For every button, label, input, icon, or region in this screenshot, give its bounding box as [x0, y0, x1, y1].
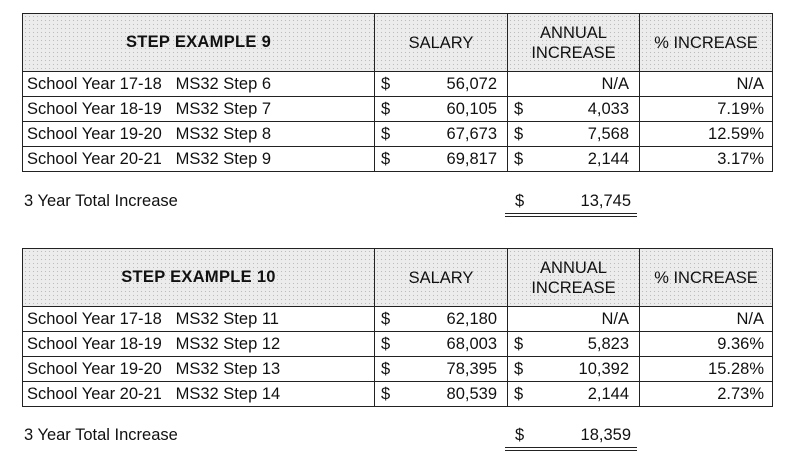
dollar-sign: $	[514, 359, 524, 378]
salary-header: SALARY	[375, 14, 508, 72]
row-label: School Year 18-19 MS32 Step 12	[23, 332, 375, 357]
annual-increase-cell	[508, 357, 640, 382]
annual-header-line2: INCREASE	[531, 278, 616, 297]
table-row	[23, 382, 773, 407]
salary-cell	[375, 357, 508, 382]
row-label: School Year 19-20 MS32 Step 13	[23, 357, 375, 382]
increase-value: N/A	[601, 74, 629, 93]
dollar-sign: $	[515, 426, 525, 444]
dollar-sign: $	[381, 359, 391, 378]
annual-header-line2: INCREASE	[531, 43, 616, 62]
percent-cell: N/A	[640, 307, 773, 332]
total-increase-value	[505, 426, 637, 451]
salary-value: 80,539	[446, 384, 497, 403]
increase-value: 2,144	[587, 149, 629, 168]
salary-cell	[375, 147, 508, 172]
annual-increase-cell	[508, 72, 640, 97]
step-example-10-table	[22, 248, 773, 407]
dollar-sign: $	[381, 74, 391, 93]
annual-increase-cell	[508, 382, 640, 407]
annual-increase-header	[508, 14, 640, 72]
dollar-sign: $	[381, 99, 391, 118]
row-label: School Year 20-21 MS32 Step 9	[23, 147, 375, 172]
total-increase-label: 3 Year Total Increase	[24, 192, 178, 210]
percent-increase-header: % INCREASE	[640, 14, 773, 72]
salary-value: 62,180	[446, 309, 497, 328]
annual-increase-cell	[508, 332, 640, 357]
annual-increase-cell	[508, 147, 640, 172]
row-label: School Year 18-19 MS32 Step 7	[23, 97, 375, 122]
dollar-sign: $	[381, 309, 391, 328]
total-amount: 18,359	[580, 426, 631, 444]
percent-increase-header: % INCREASE	[640, 249, 773, 307]
table-title: STEP EXAMPLE 10	[23, 249, 375, 307]
increase-value: N/A	[601, 309, 629, 328]
annual-increase-header	[508, 249, 640, 307]
dollar-sign: $	[514, 99, 524, 118]
step-example-9-table	[22, 13, 773, 172]
table-title: STEP EXAMPLE 9	[23, 14, 375, 72]
dollar-sign: $	[381, 149, 391, 168]
table-header-row	[23, 14, 773, 72]
increase-value: 4,033	[587, 99, 629, 118]
total-increase-label: 3 Year Total Increase	[24, 426, 178, 444]
row-label: School Year 17-18 MS32 Step 11	[23, 307, 375, 332]
dollar-sign: $	[514, 124, 524, 143]
annual-increase-cell	[508, 97, 640, 122]
increase-value: 10,392	[578, 359, 629, 378]
total-amount: 13,745	[580, 192, 631, 210]
dollar-sign: $	[515, 192, 525, 210]
increase-value: 7,568	[587, 124, 629, 143]
table-row	[23, 147, 773, 172]
salary-value: 67,673	[446, 124, 497, 143]
percent-cell: 3.17%	[640, 147, 773, 172]
dollar-sign: $	[514, 384, 524, 403]
salary-cell	[375, 307, 508, 332]
salary-header: SALARY	[375, 249, 508, 307]
percent-cell: 7.19%	[640, 97, 773, 122]
percent-cell: N/A	[640, 72, 773, 97]
salary-cell	[375, 332, 508, 357]
salary-value: 68,003	[446, 334, 497, 353]
salary-value: 78,395	[446, 359, 497, 378]
annual-header-line1: ANNUAL	[540, 258, 607, 277]
annual-increase-cell	[508, 307, 640, 332]
total-increase-value	[505, 192, 637, 217]
table-row	[23, 357, 773, 382]
dollar-sign: $	[381, 124, 391, 143]
table-row	[23, 122, 773, 147]
dollar-sign: $	[514, 149, 524, 168]
row-label: School Year 20-21 MS32 Step 14	[23, 382, 375, 407]
salary-cell	[375, 72, 508, 97]
table-header-row	[23, 249, 773, 307]
salary-value: 56,072	[446, 74, 497, 93]
table-row	[23, 332, 773, 357]
annual-increase-cell	[508, 122, 640, 147]
salary-cell	[375, 122, 508, 147]
salary-cell	[375, 382, 508, 407]
salary-value: 69,817	[446, 149, 497, 168]
percent-cell: 15.28%	[640, 357, 773, 382]
salary-value: 60,105	[446, 99, 497, 118]
percent-cell: 2.73%	[640, 382, 773, 407]
table-row	[23, 307, 773, 332]
dollar-sign: $	[381, 334, 391, 353]
percent-cell: 12.59%	[640, 122, 773, 147]
increase-value: 5,823	[587, 334, 629, 353]
annual-header-line1: ANNUAL	[540, 23, 607, 42]
row-label: School Year 19-20 MS32 Step 8	[23, 122, 375, 147]
dollar-sign: $	[514, 334, 524, 353]
salary-cell	[375, 97, 508, 122]
percent-cell: 9.36%	[640, 332, 773, 357]
dollar-sign: $	[381, 384, 391, 403]
table-row	[23, 97, 773, 122]
table-row	[23, 72, 773, 97]
row-label: School Year 17-18 MS32 Step 6	[23, 72, 375, 97]
increase-value: 2,144	[587, 384, 629, 403]
